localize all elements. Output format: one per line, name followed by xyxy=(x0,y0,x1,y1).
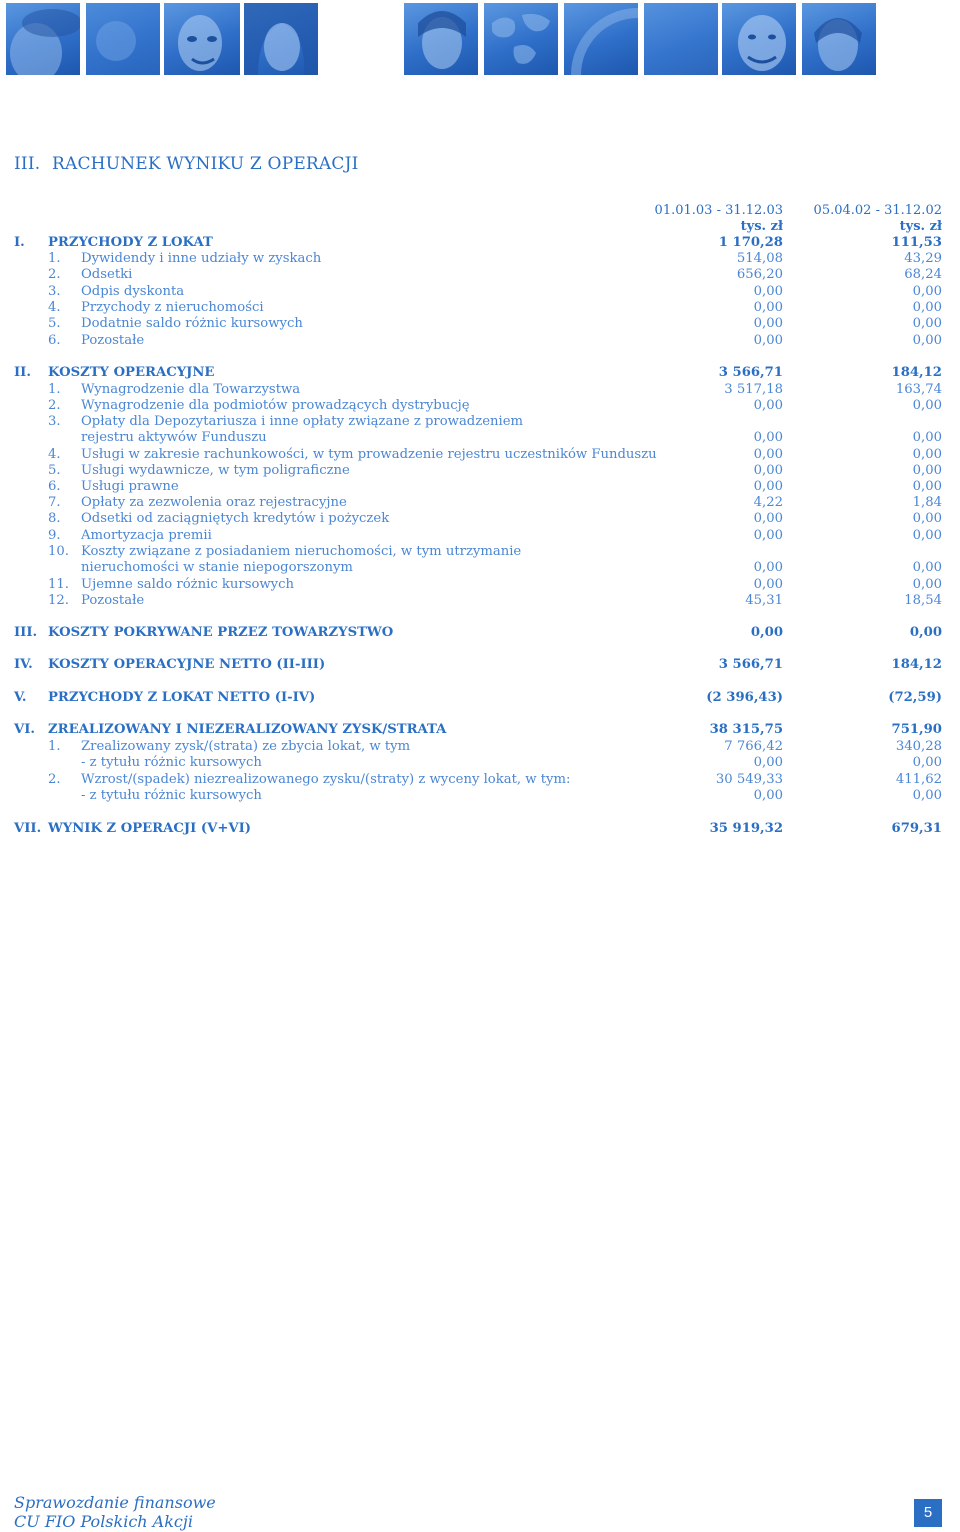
row-label: Wynagrodzenie dla podmiotów prowadzących dystrybucję xyxy=(81,398,470,413)
row-index: 1. xyxy=(48,382,61,397)
row-index: 3. xyxy=(48,284,61,299)
face-photo-icon xyxy=(722,3,796,75)
face-photo-icon xyxy=(244,3,318,75)
value-2003: 0,00 xyxy=(753,755,783,770)
value-2002: (72,59) xyxy=(888,690,942,705)
value-2002: 0,00 xyxy=(912,511,942,526)
row-label: Usługi prawne xyxy=(81,479,179,494)
row-roman-number: VI. xyxy=(14,722,35,737)
value-2003: 7 766,42 xyxy=(724,739,783,754)
value-2003: 656,20 xyxy=(736,267,783,282)
item-row xyxy=(0,577,960,593)
value-2002: 163,74 xyxy=(895,382,942,397)
value-2003: 0,00 xyxy=(753,300,783,315)
value-2002: 340,28 xyxy=(895,739,942,754)
item-row xyxy=(0,739,960,755)
value-2003: 0,00 xyxy=(753,788,783,803)
value-2003: 0,00 xyxy=(753,577,783,592)
row-index: 12. xyxy=(48,593,69,608)
section-row xyxy=(0,690,960,706)
item-row xyxy=(0,447,960,463)
row-label: Odsetki od zaciągniętych kredytów i pożyczek xyxy=(81,511,390,526)
row-index: 5. xyxy=(48,463,61,478)
footer-line-1: Sprawozdanie finansowe xyxy=(14,1493,216,1512)
globe-arc-icon xyxy=(564,3,638,75)
row-label: Ujemne saldo różnic kursowych xyxy=(81,577,295,592)
column-unit: tys. zł xyxy=(899,219,942,234)
section-row xyxy=(0,657,960,673)
item-row xyxy=(0,511,960,527)
value-2003: 0,00 xyxy=(753,560,783,575)
item-row xyxy=(0,772,960,788)
value-2003: 0,00 xyxy=(753,333,783,348)
row-label: nieruchomości w stanie niepogorszonym xyxy=(81,560,353,575)
item-row xyxy=(0,284,960,300)
row-label: Amortyzacja premii xyxy=(81,528,212,543)
banner-photo-8 xyxy=(644,3,718,75)
value-2002: 43,29 xyxy=(904,251,942,266)
row-label: - z tytułu różnic kursowych xyxy=(81,788,262,803)
value-2002: 18,54 xyxy=(904,593,942,608)
row-label: Wynagrodzenie dla Towarzystwa xyxy=(81,382,301,397)
row-label: - z tytułu różnic kursowych xyxy=(81,755,262,770)
row-index: 4. xyxy=(48,447,61,462)
value-2002: 0,00 xyxy=(912,755,942,770)
row-label: Wzrost/(spadek) niezrealizowanego zysku/(straty) z wyceny lokat, w tym: xyxy=(81,772,571,787)
column-header-2003 xyxy=(655,203,783,235)
row-label: Odpis dyskonta xyxy=(81,284,185,299)
row-index: 1. xyxy=(48,251,61,266)
value-2003: (2 396,43) xyxy=(706,690,783,705)
value-2003: 0,00 xyxy=(753,398,783,413)
value-2002: 0,00 xyxy=(912,447,942,462)
value-2003: 0,00 xyxy=(753,430,783,445)
row-index: 2. xyxy=(48,398,61,413)
item-row xyxy=(0,755,960,771)
row-label: Dodatnie saldo różnic kursowych xyxy=(81,316,303,331)
row-roman-number: V. xyxy=(14,690,27,705)
row-label: Usługi wydawnicze, w tym poligraficzne xyxy=(81,463,350,478)
value-2003: 0,00 xyxy=(753,463,783,478)
row-label: KOSZTY POKRYWANE PRZEZ TOWARZYSTWO xyxy=(48,625,394,640)
value-2002: 751,90 xyxy=(891,722,942,737)
face-photo-icon xyxy=(404,3,478,75)
row-roman-number: III. xyxy=(14,625,38,640)
column-period: 05.04.02 - 31.12.02 xyxy=(813,203,942,218)
value-2002: 0,00 xyxy=(912,560,942,575)
item-row xyxy=(0,560,960,576)
face-photo-icon xyxy=(802,3,876,75)
section-title-text: RACHUNEK WYNIKU Z OPERACJI xyxy=(52,154,359,174)
item-row xyxy=(0,251,960,267)
footer-line-2: CU FIO Polskich Akcji xyxy=(14,1512,193,1531)
value-2002: 0,00 xyxy=(912,333,942,348)
row-label: rejestru aktywów Funduszu xyxy=(81,430,267,445)
value-2002: 0,00 xyxy=(912,284,942,299)
banner-photo-6 xyxy=(484,3,558,75)
value-2003: 30 549,33 xyxy=(715,772,783,787)
row-index: 8. xyxy=(48,511,61,526)
item-row xyxy=(0,333,960,349)
section-row xyxy=(0,235,960,251)
value-2002: 0,00 xyxy=(912,577,942,592)
photo-banner xyxy=(0,0,960,80)
item-row xyxy=(0,479,960,495)
banner-photo-1 xyxy=(6,3,80,75)
row-index: 5. xyxy=(48,316,61,331)
value-2002: 1,84 xyxy=(912,495,942,510)
row-label: KOSZTY OPERACYJNE xyxy=(48,365,215,380)
face-photo-icon xyxy=(164,3,240,75)
value-2002: 111,53 xyxy=(891,235,942,250)
row-label: Odsetki xyxy=(81,267,133,282)
row-index: 11. xyxy=(48,577,69,592)
row-label: Pozostałe xyxy=(81,593,145,608)
row-index: 6. xyxy=(48,333,61,348)
value-2003: 3 566,71 xyxy=(718,365,783,380)
row-label: Usługi w zakresie rachunkowości, w tym prowadzenie rejestru uczestników Funduszu xyxy=(81,447,657,462)
row-roman-number: VII. xyxy=(14,821,42,836)
row-label: KOSZTY OPERACYJNE NETTO (II-III) xyxy=(48,657,326,672)
value-2003: 0,00 xyxy=(753,528,783,543)
banner-photo-3 xyxy=(164,3,240,75)
row-roman-number: I. xyxy=(14,235,25,250)
value-2002: 679,31 xyxy=(891,821,942,836)
value-2002: 0,00 xyxy=(912,430,942,445)
value-2002: 0,00 xyxy=(912,788,942,803)
row-label: Opłaty za zezwolenia oraz rejestracyjne xyxy=(81,495,347,510)
value-2003: 0,00 xyxy=(753,511,783,526)
face-photo-icon xyxy=(6,3,80,75)
footer-caption xyxy=(14,1493,216,1531)
value-2002: 68,24 xyxy=(904,267,942,282)
banner-photo-4 xyxy=(244,3,318,75)
row-index: 9. xyxy=(48,528,61,543)
banner-photo-10 xyxy=(802,3,876,75)
row-index: 6. xyxy=(48,479,61,494)
section-title xyxy=(14,154,359,174)
item-row xyxy=(0,463,960,479)
row-label: PRZYCHODY Z LOKAT NETTO (I-IV) xyxy=(48,690,316,705)
value-2003: 35 919,32 xyxy=(709,821,783,836)
item-row xyxy=(0,382,960,398)
row-label: Przychody z nieruchomości xyxy=(81,300,264,315)
value-2002: 0,00 xyxy=(909,625,942,640)
row-label: PRZYCHODY Z LOKAT xyxy=(48,235,213,250)
banner-photo-9 xyxy=(722,3,796,75)
row-index: 3. xyxy=(48,414,61,429)
value-2003: 3 517,18 xyxy=(724,382,783,397)
value-2002: 0,00 xyxy=(912,463,942,478)
item-row xyxy=(0,544,960,560)
value-2002: 184,12 xyxy=(891,365,942,380)
section-number: III. xyxy=(14,154,41,174)
row-index: 7. xyxy=(48,495,61,510)
row-label: WYNIK Z OPERACJI (V+VI) xyxy=(48,821,252,836)
value-2003: 514,08 xyxy=(736,251,783,266)
world-map-icon xyxy=(484,3,558,75)
item-row xyxy=(0,528,960,544)
section-row xyxy=(0,722,960,738)
value-2002: 0,00 xyxy=(912,479,942,494)
row-label: Koszty związane z posiadaniem nieruchomości, w tym utrzymanie xyxy=(81,544,522,559)
banner-photo-5 xyxy=(404,3,478,75)
value-2002: 0,00 xyxy=(912,316,942,331)
value-2003: 0,00 xyxy=(753,479,783,494)
value-2003: 1 170,28 xyxy=(718,235,783,250)
item-row xyxy=(0,788,960,804)
column-header-2002 xyxy=(814,203,942,235)
section-row xyxy=(0,625,960,641)
value-2003: 0,00 xyxy=(753,447,783,462)
row-roman-number: IV. xyxy=(14,657,33,672)
row-label: Zrealizowany zysk/(strata) ze zbycia lokat, w tym xyxy=(81,739,411,754)
row-label: Opłaty dla Depozytariusza i inne opłaty związane z prowadzeniem xyxy=(81,414,524,429)
banner-photo-7 xyxy=(564,3,638,75)
section-row xyxy=(0,365,960,381)
page-number: 5 xyxy=(914,1499,942,1527)
row-label: Pozostałe xyxy=(81,333,145,348)
column-unit: tys. zł xyxy=(740,219,783,234)
value-2002: 0,00 xyxy=(912,528,942,543)
face-photo-icon xyxy=(86,3,160,75)
value-2002: 0,00 xyxy=(912,300,942,315)
blank-blue-icon xyxy=(644,3,718,75)
item-row xyxy=(0,267,960,283)
row-index: 2. xyxy=(48,772,61,787)
value-2003: 45,31 xyxy=(745,593,783,608)
row-index: 10. xyxy=(48,544,69,559)
value-2003: 0,00 xyxy=(750,625,783,640)
row-index: 2. xyxy=(48,267,61,282)
row-index: 4. xyxy=(48,300,61,315)
row-index: 1. xyxy=(48,739,61,754)
item-row xyxy=(0,593,960,609)
value-2003: 3 566,71 xyxy=(718,657,783,672)
row-label: ZREALIZOWANY I NIEZERALIZOWANY ZYSK/STRATA xyxy=(48,722,447,737)
column-period: 01.01.03 - 31.12.03 xyxy=(654,203,783,218)
item-row xyxy=(0,398,960,414)
value-2002: 184,12 xyxy=(891,657,942,672)
row-roman-number: II. xyxy=(14,365,31,380)
value-2003: 0,00 xyxy=(753,284,783,299)
value-2003: 4,22 xyxy=(753,495,783,510)
item-row xyxy=(0,495,960,511)
row-label: Dywidendy i inne udziały w zyskach xyxy=(81,251,322,266)
value-2002: 0,00 xyxy=(912,398,942,413)
section-row xyxy=(0,821,960,837)
value-2003: 38 315,75 xyxy=(709,722,783,737)
item-row xyxy=(0,414,960,430)
banner-photo-2 xyxy=(86,3,160,75)
item-row xyxy=(0,316,960,332)
value-2002: 411,62 xyxy=(895,772,942,787)
banner-blank-1 xyxy=(324,3,398,75)
value-2003: 0,00 xyxy=(753,316,783,331)
item-row xyxy=(0,300,960,316)
item-row xyxy=(0,430,960,446)
